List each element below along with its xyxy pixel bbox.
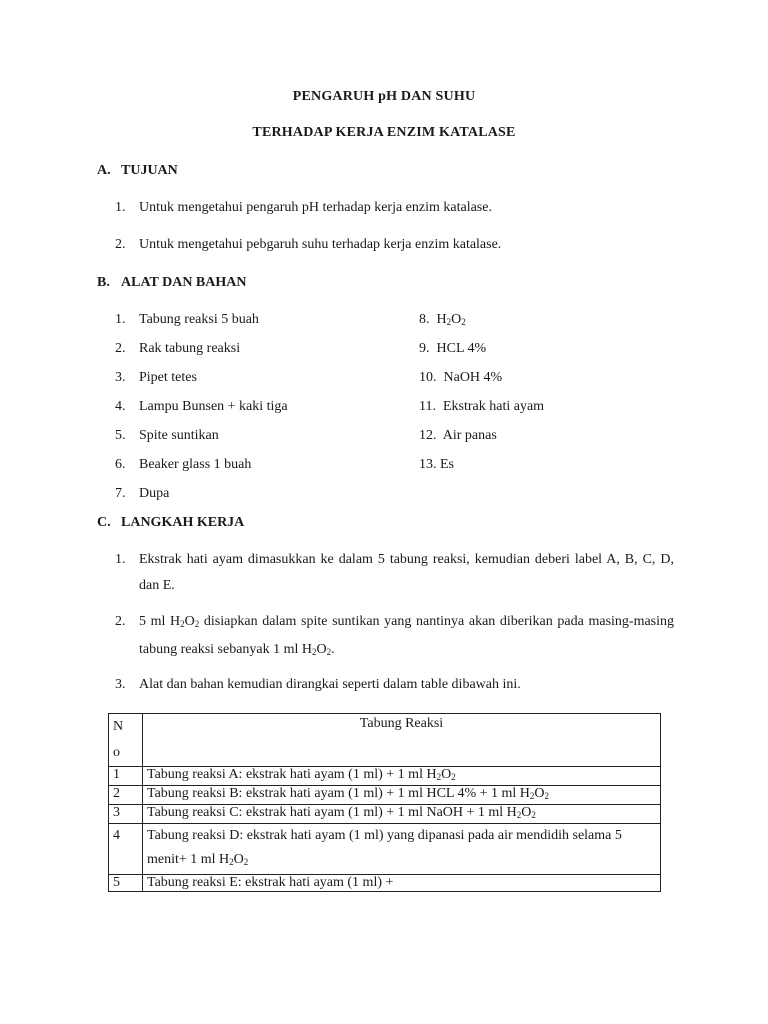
bahan-item-8	[419, 312, 466, 328]
item-text: Beaker glass 1 buah	[139, 457, 252, 472]
subscript: 2	[451, 772, 456, 782]
langkah-step-3	[115, 672, 675, 698]
item-number: 13.	[419, 457, 437, 472]
title-line-2: TERHADAP KERJA ENZIM KATALASE	[252, 125, 516, 140]
tabung-reaksi-table	[108, 713, 661, 892]
table-row	[109, 767, 661, 786]
subscript: 2	[529, 791, 535, 801]
text-fragment: O	[534, 786, 545, 801]
row-number: 3	[109, 805, 143, 824]
item-number: 10.	[419, 370, 437, 385]
item-number: 5.	[115, 428, 126, 443]
section-a-title: TUJUAN	[121, 163, 178, 178]
row-text	[143, 805, 661, 824]
text-fragment: O	[184, 614, 195, 629]
item-text: HCL 4%	[436, 341, 487, 356]
langkah-step-2	[115, 609, 675, 661]
section-c-heading	[97, 515, 244, 531]
item-text: Ekstrak hati ayam	[442, 399, 545, 414]
text-fragment: Tabung reaksi B: ekstrak hati ayam (1 ml) + 1 ml HCL 4% + 1 ml H	[147, 786, 530, 801]
item-number: 3.	[115, 677, 126, 692]
section-a-heading	[97, 163, 178, 179]
bahan-item-10	[419, 370, 502, 386]
table-row	[109, 875, 661, 892]
text-fragment: disiapkan dalam spite suntikan yang nantinya akan diberikan pada masing-masing tabung reaksi sebanyak 1 ml H	[139, 614, 675, 657]
section-c-letter: C.	[97, 515, 111, 530]
text-fragment: O	[233, 852, 244, 867]
item-text: Rak tabung reaksi	[139, 341, 241, 356]
title-line-1: PENGARUH pH DAN SUHU	[292, 89, 476, 104]
item-text: Untuk mengetahui pengaruh pH terhadap kerja enzim katalase.	[139, 200, 492, 215]
item-text	[139, 609, 674, 665]
item-text: NaOH 4%	[443, 370, 503, 385]
header-no-cell	[109, 714, 143, 767]
text-fragment: Tabung reaksi D: ekstrak hati ayam (1 ml) yang dipanasi pada air mendidih selama 5 menit+ 1 ml H	[147, 828, 622, 867]
item-number: 4.	[115, 399, 126, 414]
subscript: 2	[194, 619, 200, 629]
item-text: H	[436, 312, 447, 327]
item-text: Air panas	[442, 428, 497, 443]
section-b-letter: B.	[97, 275, 110, 290]
subscript: 2	[531, 810, 536, 820]
item-number: 2.	[115, 341, 126, 356]
text-fragment: O	[441, 767, 452, 782]
subscript: 2	[326, 647, 332, 657]
item-text: Dupa	[139, 486, 170, 501]
langkah-step-1	[115, 547, 675, 599]
item-number: 1.	[115, 312, 126, 327]
item-number: 9.	[419, 341, 430, 356]
row-number: 5	[109, 875, 143, 892]
section-c-title: LANGKAH KERJA	[121, 515, 245, 530]
item-text: O	[451, 312, 462, 327]
item-number: 1.	[115, 200, 126, 215]
text-fragment: O	[316, 642, 327, 657]
item-text: Alat dan bahan kemudian dirangkai seperti dalam table dibawah ini.	[139, 677, 521, 692]
item-number: 12.	[419, 428, 437, 443]
subscript: 2	[544, 791, 550, 801]
item-text: Spite suntikan	[139, 428, 219, 443]
item-number: 7.	[115, 486, 126, 501]
row-text	[143, 786, 661, 805]
header-label-cell: Tabung Reaksi	[143, 714, 661, 767]
bahan-item-9	[419, 341, 486, 357]
item-number: 11.	[419, 399, 436, 414]
subscript: 2	[461, 317, 466, 327]
row-number: 1	[109, 767, 143, 786]
section-b-title: ALAT DAN BAHAN	[121, 275, 247, 290]
table-row	[109, 786, 661, 805]
row-text	[143, 767, 661, 786]
item-text: Untuk mengetahui pebgaruh suhu terhadap kerja enzim katalase.	[139, 237, 502, 252]
bahan-item-11	[419, 399, 544, 415]
item-text: Tabung reaksi 5 buah	[139, 312, 259, 327]
item-number: 2.	[115, 237, 126, 252]
subscript: 2	[516, 810, 522, 820]
item-number: 1.	[115, 552, 126, 567]
row-number: 2	[109, 786, 143, 805]
text-fragment: Tabung reaksi C: ekstrak hati ayam (1 ml) + 1 ml NaOH + 1 ml H	[147, 805, 517, 820]
table-row	[109, 805, 661, 824]
text-fragment: Tabung reaksi A: ekstrak hati ayam (1 ml) + 1 ml H	[147, 767, 437, 782]
text-fragment: 5 ml H	[139, 614, 181, 629]
bahan-item-12	[419, 428, 497, 444]
item-number: 2.	[115, 614, 126, 629]
row-text	[143, 824, 661, 875]
item-text: Es	[440, 457, 454, 472]
section-b-heading	[97, 275, 247, 291]
text-fragment: .	[331, 642, 335, 657]
item-number: 8.	[419, 312, 430, 327]
item-text: Pipet tetes	[139, 370, 197, 385]
subscript: 2	[229, 857, 234, 867]
item-number: 6.	[115, 457, 126, 472]
subscript: 2	[243, 857, 249, 867]
item-text: Ekstrak hati ayam dimasukkan ke dalam 5 tabung reaksi, kemudian deberi label A, B, C, D, dan E.	[139, 552, 674, 593]
subscript: 2	[436, 772, 442, 782]
section-a-letter: A.	[97, 163, 111, 178]
item-text: Lampu Bunsen + kaki tiga	[139, 399, 288, 414]
text-fragment: O	[521, 805, 532, 820]
bahan-item-13	[419, 457, 454, 473]
subscript: 2	[180, 619, 185, 629]
row-text: Tabung reaksi E: ekstrak hati ayam (1 ml) +	[143, 875, 661, 892]
table-header-row	[109, 714, 661, 767]
subscript: 2	[446, 317, 452, 327]
table-row	[109, 824, 661, 875]
row-number: 4	[109, 824, 143, 875]
item-number: 3.	[115, 370, 126, 385]
header-no-text: N o	[113, 719, 124, 760]
subscript: 2	[312, 647, 317, 657]
